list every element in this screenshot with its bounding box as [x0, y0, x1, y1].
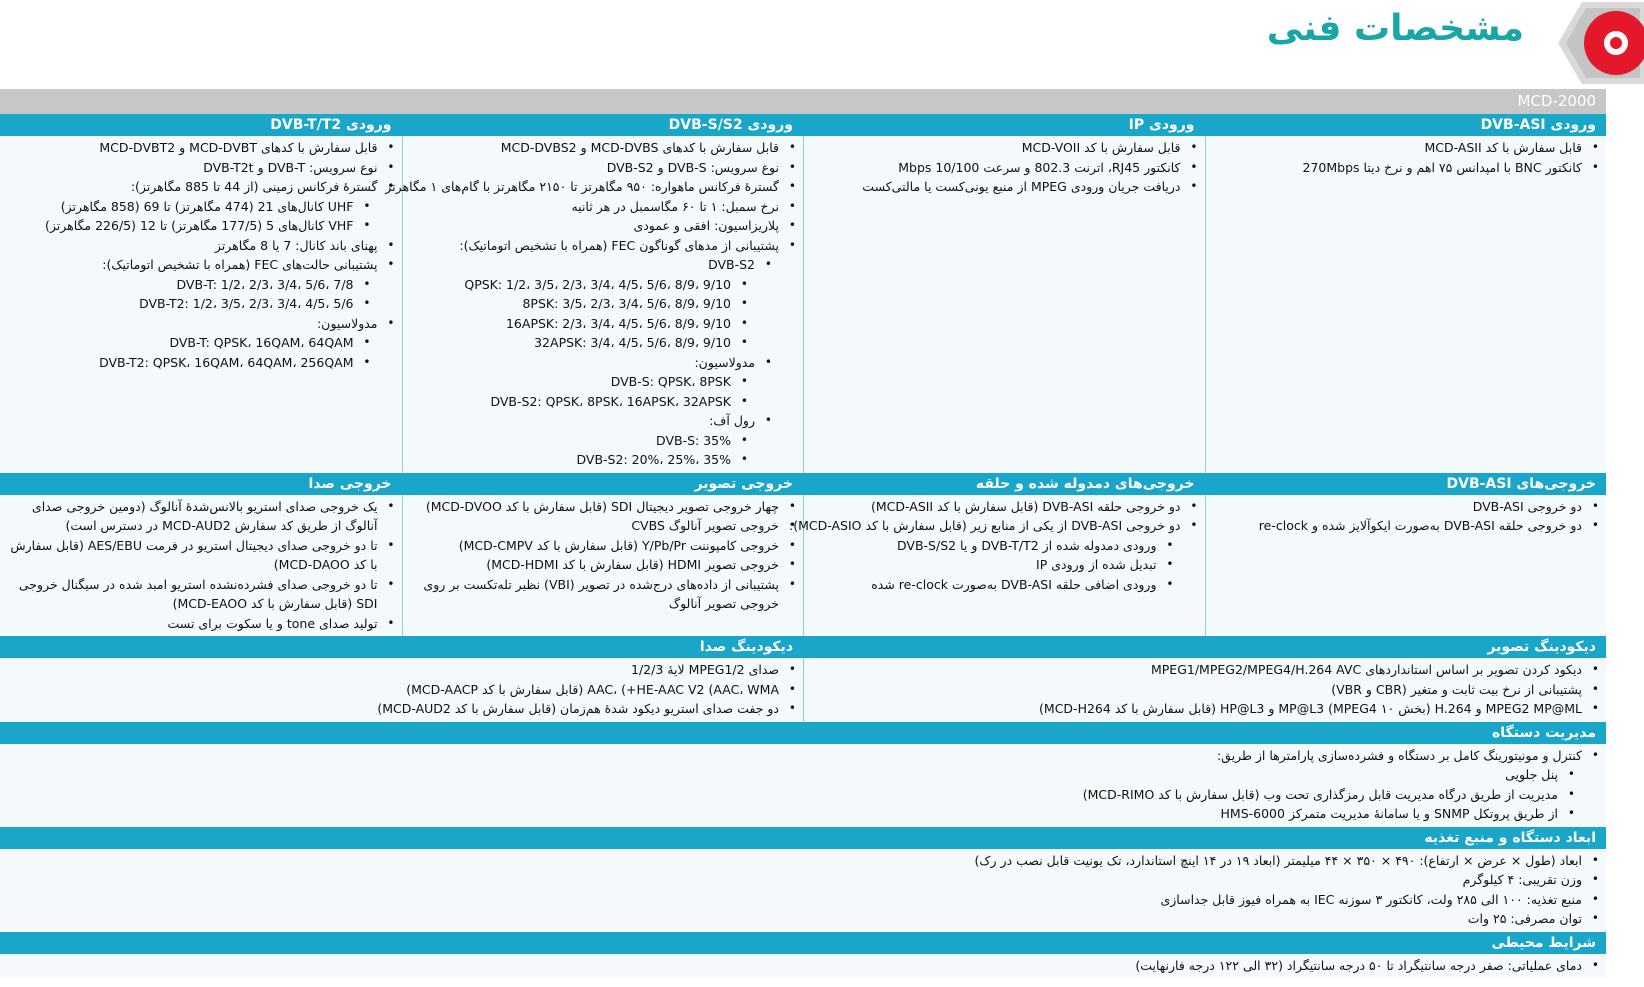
section-header-row	[0, 636, 1606, 658]
spec-item-text: DVB-S2	[708, 257, 755, 272]
spec-list	[4, 660, 799, 719]
spec-item	[4, 614, 378, 634]
section-body-row	[0, 495, 1606, 637]
spec-item-text: DVB-S2: QPSK، 8PSK، 16APSK، 32APSK	[490, 393, 731, 409]
spec-item	[4, 909, 1582, 929]
spec-item-text: 8PSK: 3/5، 2/3، 3/4، 5/6، 8/9، 9/10	[522, 296, 731, 311]
spec-item	[4, 680, 779, 700]
spec-item-text: پشتیبانی از داده‌های درج‌شده در تصویر (VBI) نظیر تله‌تکست بر روی خروجی تصویر آنالوگ	[423, 576, 779, 611]
spec-item-text: دمای عملیاتی: صفر درجه سانتیگراد تا ۵۰ درجه سانتیگراد (۳۲ الی ۱۲۲ درجه فارنهایت)	[1135, 957, 1582, 973]
section-header: مدیریت دستگاه	[0, 722, 1606, 744]
spec-item-text: دو جفت صدای استریو دیکود شدهٔ هم‌زمان (قابل سفارش با کد MCD-AUD2)	[377, 701, 779, 716]
spec-item-text: تبدیل شده از ورودی IP	[1036, 557, 1157, 572]
spec-item-text: دیکود کردن تصویر بر اساس استانداردهای MPEG1/MPEG2/MPEG4/H.264 AVC	[1150, 662, 1582, 677]
spec-list	[4, 138, 398, 372]
spec-sublist	[407, 275, 756, 353]
spec-item-text: منبع تغذیه: ۱۰۰ الی ۲۸۵ ولت، کانکتور ۳ سوزنه IEC به همراه فیوز قابل جداسازی	[1160, 891, 1582, 907]
spec-list	[1210, 138, 1603, 177]
spec-item	[407, 255, 756, 353]
spec-item	[789, 516, 1181, 594]
spec-item-text: قابل سفارش با کد MCD-VOII	[1021, 140, 1181, 155]
spec-list	[808, 660, 1602, 719]
spec-item	[1210, 497, 1583, 517]
spec-list	[385, 138, 800, 470]
spec-list	[808, 138, 1201, 197]
spec-item	[808, 158, 1181, 178]
spec-item	[4, 275, 354, 295]
spec-item-text: 32APSK: 3/4، 4/5، 5/6، 8/9، 9/10	[534, 335, 731, 350]
section-cell	[789, 495, 1205, 637]
spec-item-text: DVB-T: 1/2، 2/3، 3/4، 5/6، 7/8	[176, 276, 354, 292]
spec-item	[4, 536, 378, 575]
spec-item	[407, 236, 780, 470]
brand-logo-icon	[1552, 0, 1644, 86]
spec-list	[4, 497, 398, 634]
spec-item-text: نوع سرویس: DVB-S و DVB-S2	[606, 159, 779, 175]
spec-item-text: کانکتور BNC با امپدانس ۷۵ اهم و نرخ دیتا 270Mbps	[1302, 159, 1582, 175]
spec-sublist	[4, 275, 378, 314]
spec-list	[407, 497, 800, 614]
spec-item-text: کانکتور RJ45، اترنت 802.3 و سرعت 10/100 Mbps	[898, 159, 1181, 175]
spec-item-text: DVB-T2: 1/2، 3/5، 2/3، 3/4، 4/5، 5/6	[139, 296, 354, 311]
spec-item-text: MPEG2 MP@ML و H.264 (بخش ۱۰ MPEG4) MP@L3 و HP@L3 (قابل سفارش با کد MCD-H264)	[1039, 701, 1582, 716]
spec-item-text: پشتیبانی حالت‌های FEC (همراه با تشخیص اتوماتیک):	[102, 257, 378, 272]
spec-list	[789, 497, 1201, 595]
spec-item-text: گسترهٔ فرکانس ماهواره: ۹۵۰ مگاهرتز تا ۲۱۵۰ مگاهرتز با گام‌های ۱ مگاهرتز	[385, 179, 779, 194]
spec-item	[4, 255, 378, 314]
spec-list	[4, 956, 1602, 976]
section-cell	[803, 136, 1205, 473]
spec-item-text: کنترل و مونیتورینگ کامل بر دستگاه و فشرده‌سازی پارامترها از طریق:	[1216, 747, 1582, 763]
spec-item	[407, 497, 780, 517]
spec-item-text: VHF کانال‌های 5 (177/5 مگاهرتز) تا 12 (226/5 مگاهرتز)	[44, 218, 354, 233]
spec-item	[407, 138, 780, 158]
section-cell	[803, 658, 1606, 722]
section-cell	[1205, 495, 1607, 637]
spec-item-text: دو خروجی DVB-ASI	[1472, 498, 1582, 514]
spec-sublist	[407, 255, 780, 470]
spec-item	[4, 177, 378, 236]
spec-list	[1210, 497, 1603, 536]
section-header: ورودی DVB-ASI	[1480, 117, 1596, 133]
spec-item	[4, 956, 1582, 976]
spec-item	[4, 660, 779, 680]
spec-item-text: ورودی اضافی حلقه DVB-ASI به‌صورت re-clock شده	[871, 576, 1157, 592]
spec-item-text: گسترهٔ فرکانس زمینی (از 44 تا 885 مگاهرتز):	[130, 179, 378, 194]
spec-item	[407, 555, 780, 575]
spec-item	[4, 785, 1558, 805]
section-header: خروجی تصویر	[694, 475, 793, 492]
spec-item-text: قابل سفارش با کدهای MCD-DVBS و MCD-DVBS2	[500, 140, 779, 155]
spec-item-text: DVB-S2: 20%، 25%، 35%	[576, 452, 731, 467]
spec-item-text: مدولاسیون:	[694, 354, 755, 370]
section-header: دیکودینگ صدا	[699, 639, 793, 655]
spec-item	[407, 353, 756, 412]
spec-item-text: UHF کانال‌های 21 (474 مگاهرتز) تا 69 (858 مگاهرتز)	[60, 198, 354, 214]
page-header	[0, 0, 1644, 88]
spec-item	[808, 138, 1181, 158]
spec-item	[407, 431, 732, 451]
spec-item-text: پشتیبانی از نرخ بیت ثابت و متغیر (CBR و VBR)	[1331, 681, 1582, 697]
spec-item	[407, 197, 780, 217]
section-body-row	[0, 954, 1606, 979]
spec-item-text: خروجی کامپوننت Y/Pb/Pr (قابل سفارش با کد MCD-CMPV)	[458, 537, 779, 553]
spec-item-text: توان مصرفی: ۲۵ وات	[1467, 911, 1582, 926]
spec-item	[808, 660, 1582, 680]
spec-item-text: QPSK: 1/2، 3/5، 2/3، 3/4، 4/5، 5/6، 8/9، 9/10	[464, 276, 731, 292]
spec-item-text: رول آف:	[709, 413, 755, 428]
spec-item-text: صدای MPEG1/2 لایهٔ 1/2/3	[631, 662, 779, 677]
spec-item-text: مدولاسیون:	[316, 315, 378, 331]
spec-sublist	[4, 333, 378, 372]
spec-item-text: یک خروجی صدای استریو بالانس‌شدهٔ آنالوگ (دومین خروجی صدای آنالوگ از طریق کد سفارش MCD-AUD2 در دسترس است)	[31, 498, 378, 533]
spec-item-text: DVB-T2: QPSK، 16QAM، 64QAM، 256QAM	[99, 354, 354, 370]
section-header: خروجی‌های دمدوله شده و حلقه	[975, 475, 1195, 492]
spec-item	[4, 138, 378, 158]
spec-item-text: پلاریزاسیون: افقی و عمودی	[633, 218, 779, 233]
section-cell	[0, 658, 803, 722]
spec-item	[4, 870, 1582, 890]
spec-item	[4, 197, 354, 217]
section-cell	[0, 495, 402, 637]
spec-item-text: DVB-S: 35%	[656, 432, 731, 448]
spec-sublist	[4, 197, 378, 236]
spec-item	[4, 294, 354, 314]
spec-item	[4, 216, 354, 236]
section-header: ورودی DVB-T/T2	[270, 117, 392, 133]
section-header-row	[0, 114, 1606, 136]
section-cell	[0, 136, 402, 473]
spec-sublist	[4, 765, 1582, 824]
section-cell	[1205, 136, 1607, 473]
spec-item-text: چهار خروجی تصویر دیجیتال SDI (قابل سفارش با کد MCD-DVOO)	[425, 498, 779, 514]
spec-item-text: AAC، (+HE-AAC V2 (AAC، WMA (قابل سفارش با کد MCD-AACP)	[406, 681, 779, 697]
section-cell	[0, 954, 1606, 979]
spec-item	[4, 158, 378, 178]
spec-item-text: خروجی تصویر HDMI (قابل سفارش با کد MCD-HDMI)	[486, 557, 779, 572]
model-name: MCD-2000	[1517, 92, 1596, 110]
spec-item-text: DVB-T: QPSK، 16QAM، 64QAM	[169, 335, 354, 350]
section-header: ابعاد دستگاه و منبع تغذیه	[0, 827, 1606, 849]
spec-item-text: 16APSK: 2/3، 3/4، 4/5، 5/6، 8/9، 9/10	[505, 315, 731, 331]
spec-item-text: پشتیبانی از مدهای گوناگون FEC (همراه با تشخیص اتوماتیک):	[459, 237, 779, 253]
spec-item	[407, 450, 732, 470]
spec-item	[407, 575, 780, 614]
section-header: خروجی‌های DVB-ASI	[1446, 475, 1596, 492]
page-title: مشخصات فنی	[1266, 8, 1524, 49]
spec-item-text: دو خروجی حلقه DVB-ASI (قابل سفارش با کد MCD-ASII)	[871, 498, 1181, 514]
section-cell	[385, 136, 804, 473]
spec-item-text: تا دو خروجی صدای دیجیتال استریو در فرمت AES/EBU (قابل سفارش با کد MCD-DAOO)	[10, 537, 378, 572]
spec-item	[1210, 138, 1583, 158]
section-body-row	[0, 744, 1606, 827]
spec-item-text: وزن تقریبی: ۴ کیلوگرم	[1462, 872, 1582, 887]
spec-list	[4, 851, 1602, 929]
spec-item	[407, 333, 732, 353]
spec-item-text: قابل سفارش با کد MCD-ASII	[1424, 140, 1582, 155]
spec-item	[407, 275, 732, 295]
spec-item	[407, 158, 780, 178]
spec-item	[808, 699, 1582, 719]
spec-item-text: دو خروجی حلقه DVB-ASI به‌صورت ایکوآلایز شده و re-clock	[1258, 518, 1582, 533]
spec-item	[407, 536, 780, 556]
spec-sublist	[407, 372, 756, 411]
spec-item	[4, 746, 1582, 824]
spec-item	[808, 536, 1157, 556]
spec-item	[4, 314, 378, 373]
spec-item-text: قابل سفارش با کدهای MCD-DVBT و MCD-DVBT2	[99, 140, 378, 155]
section-body-row	[0, 658, 1606, 722]
section-body-row	[0, 849, 1606, 932]
spec-item	[4, 497, 378, 536]
section-cell	[0, 744, 1606, 827]
spec-item	[1210, 158, 1583, 178]
section-header-row	[0, 473, 1606, 495]
spec-item-text: پنل جلویی	[1505, 767, 1558, 782]
spec-item-text: دو خروجی DVB-ASI از یکی از منابع زیر (قابل سفارش با کد MCD-ASIO):	[789, 518, 1181, 533]
spec-item	[4, 699, 779, 719]
section-header: دیکودینگ تصویر	[1487, 639, 1596, 655]
spec-item	[4, 333, 354, 353]
section-cell	[402, 495, 804, 637]
spec-item-text: از طریق پروتکل SNMP و یا سامانهٔ مدیریت متمرکز HMS-6000	[1220, 806, 1558, 821]
spec-item-text: ورودی دمدوله شده از DVB-T/T2 و یا DVB-S/S2	[897, 537, 1157, 553]
spec-item-text: DVB-S: QPSK، 8PSK	[610, 374, 731, 389]
spec-item-text: نوع سرویس: DVB-T و DVB-T2t	[203, 159, 378, 175]
spec-item	[407, 216, 780, 236]
spec-item-text: ابعاد (طول × عرض × ارتفاع): ۴۹۰ × ۳۵۰ × ۴۴ میلیمتر (ابعاد ۱۹ در ۱۴ اینچ استاندارد، تک یونیت قابل نصب در رک)	[974, 852, 1582, 868]
section-header: ورودی IP	[1128, 117, 1195, 133]
spec-item-text: خروجی تصویر آنالوگ CVBS	[631, 518, 779, 533]
spec-item-text: نرخ سمبل: ۱ تا ۶۰ مگاسمبل در هر ثانیه	[571, 198, 779, 214]
section-header: خروجی صدا	[308, 475, 392, 492]
spec-item	[4, 851, 1582, 871]
spec-item	[407, 294, 732, 314]
spec-item	[4, 353, 354, 373]
spec-table	[0, 114, 1606, 978]
spec-sublist	[407, 431, 756, 470]
spec-item	[4, 804, 1558, 824]
spec-list	[4, 746, 1602, 824]
model-bar	[0, 89, 1606, 114]
spec-item	[4, 236, 378, 256]
spec-item-text: دریافت جریان ورودی MPEG از منبع یونی‌کست یا مالتی‌کست	[862, 179, 1181, 194]
spec-item-text: مدیریت از طریق درگاه مدیریت قابل رمزگذاری تحت وب (قابل سفارش با کد MCD-RIMO)	[1082, 786, 1558, 802]
spec-item	[808, 680, 1582, 700]
spec-item	[808, 575, 1157, 595]
section-body-row	[0, 136, 1606, 473]
section-header: ورودی DVB-S/S2	[668, 117, 793, 133]
spec-item	[808, 497, 1181, 517]
spec-item	[4, 890, 1582, 910]
spec-item	[407, 314, 732, 334]
spec-item	[4, 765, 1558, 785]
spec-item	[407, 392, 732, 412]
section-cell	[0, 849, 1606, 932]
spec-item-text: پهنای باند کانال: 7 یا 8 مگاهرتز	[214, 237, 378, 253]
spec-item	[407, 516, 780, 536]
spec-item	[808, 555, 1157, 575]
spec-sublist	[808, 536, 1181, 595]
spec-item-text: تولید صدای tone و یا سکوت برای تست	[167, 615, 378, 631]
section-header: شرایط محیطی	[0, 932, 1606, 954]
spec-item	[4, 575, 378, 614]
spec-item	[385, 177, 780, 197]
spec-item-text: تا دو خروجی صدای فشرده‌نشده استریو امبد شده در سیگنال خروجی SDI (قابل سفارش با کد MCD-EAOO)	[18, 576, 378, 611]
spec-item	[1210, 516, 1583, 536]
spec-item	[407, 372, 732, 392]
spec-item	[808, 177, 1181, 197]
spec-item	[407, 411, 756, 470]
